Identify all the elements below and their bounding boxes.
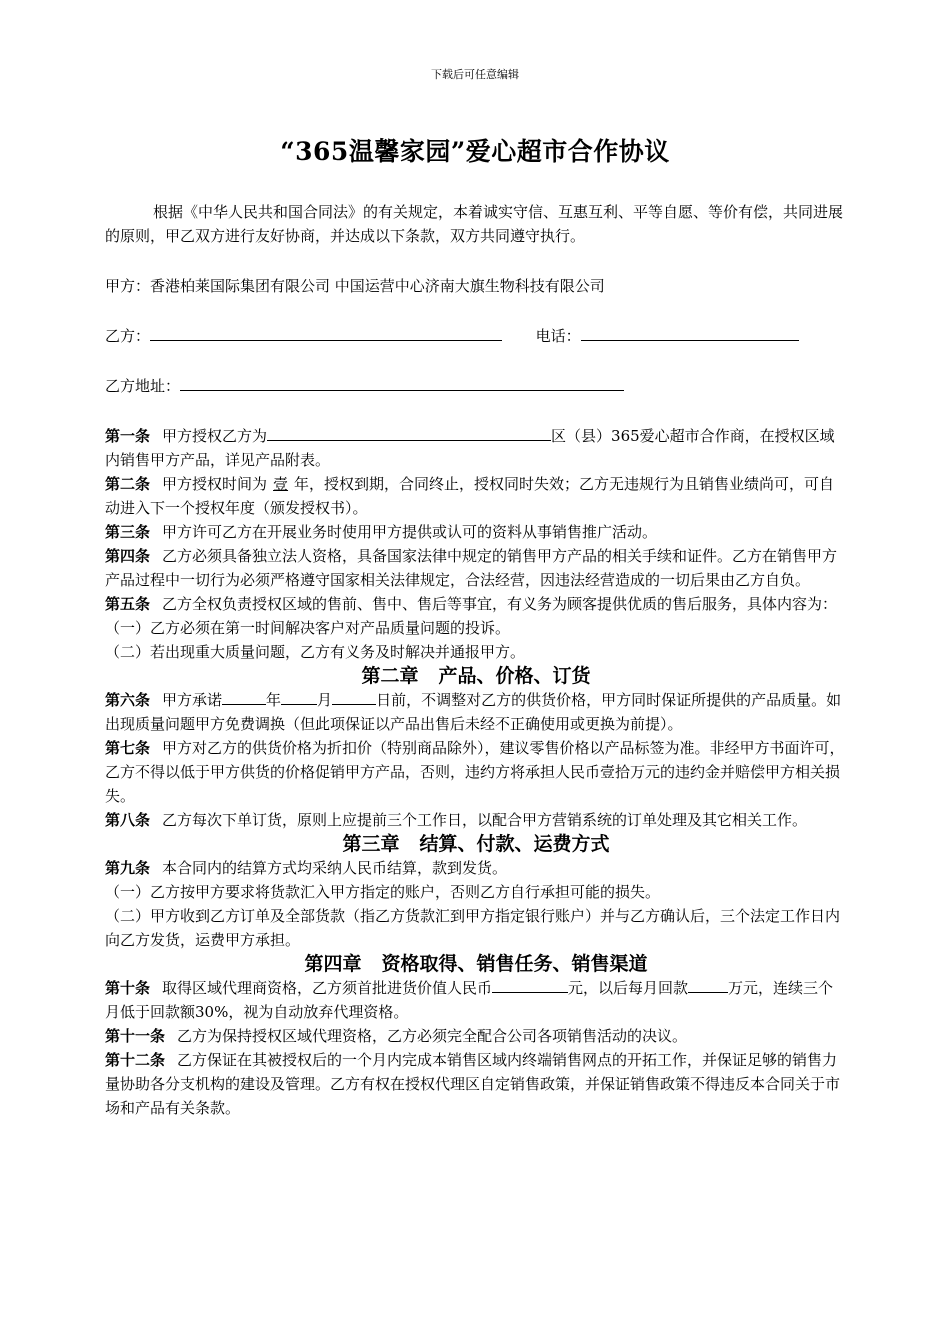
article-label: 第一条 — [105, 427, 151, 445]
article-10 — [105, 976, 847, 1024]
party-a-line — [105, 274, 605, 298]
party-b-label: 乙方： — [105, 327, 151, 345]
article-7 — [105, 736, 847, 808]
chapter-number: 第三章 — [342, 833, 400, 855]
phone-label: 电话： — [535, 327, 581, 345]
article-5-item-2: （二）若出现重大质量问题，乙方有义务及时解决并通报甲方。 — [105, 643, 526, 661]
intro-paragraph: 根据《中华人民共和国合同法》的有关规定，本着诚实守信、互惠互利、平等自愿、等价有偿，共同进展的原则，甲乙双方进行友好协商，并达成以下条款，双方共同遵守执行。 — [105, 203, 844, 245]
article-text: 取得区域代理商资格，乙方须首批进货价值人民币 — [162, 979, 493, 997]
chapter-name: 结算、付款、运费方式 — [419, 833, 610, 855]
article-label: 第五条 — [105, 595, 151, 613]
chapter-2-heading — [105, 664, 847, 688]
article-4 — [105, 544, 847, 592]
contract-body — [105, 424, 847, 1120]
term-years-value[interactable]: 壹 — [273, 475, 289, 493]
article-12 — [105, 1048, 847, 1120]
party-b-address-line — [105, 374, 624, 398]
year-blank[interactable] — [222, 690, 266, 705]
article-text: 月 — [317, 691, 333, 709]
monthly-payment-blank[interactable] — [688, 978, 728, 993]
month-blank[interactable] — [281, 690, 317, 705]
article-label: 第六条 — [105, 691, 151, 709]
article-text: 甲方承诺 — [162, 691, 223, 709]
article-label: 第三条 — [105, 523, 151, 541]
article-2 — [105, 472, 847, 520]
phone-blank[interactable] — [581, 324, 799, 341]
article-label: 第十二条 — [105, 1051, 166, 1069]
district-blank[interactable] — [267, 426, 551, 441]
party-b-blank[interactable] — [150, 324, 502, 341]
header-note: 下载后可任意编辑 — [431, 68, 519, 81]
article-text: 乙方为保持授权区域代理资格，乙方必须完全配合公司各项销售活动的决议。 — [177, 1027, 688, 1045]
party-b-address-label: 乙方地址： — [105, 377, 181, 395]
chapter-3-heading — [105, 832, 847, 856]
article-9-item-1: （一）乙方按甲方要求将货款汇入甲方指定的账户，否则乙方自行承担可能的损失。 — [105, 883, 661, 901]
article-text: 元，以后每月回款 — [568, 979, 689, 997]
article-5-item-1: （一）乙方必须在第一时间解决客户对产品质量问题的投诉。 — [105, 619, 511, 637]
article-text: 甲方授权乙方为 — [162, 427, 268, 445]
party-b-address-blank[interactable] — [180, 374, 624, 391]
chapter-name: 资格取得、销售任务、销售渠道 — [381, 953, 648, 975]
article-label: 第十条 — [105, 979, 151, 997]
document-title: “365温馨家园”爱心超市合作协议 — [280, 137, 670, 166]
article-9 — [105, 856, 847, 880]
chapter-number: 第四章 — [304, 953, 362, 975]
first-order-amount-blank[interactable] — [492, 978, 568, 993]
article-text: 乙方每次下单订货，原则上应提前三个工作日，以配合甲方营销系统的订单处理及其它相关工作。 — [162, 811, 808, 829]
article-label: 第十一条 — [105, 1027, 166, 1045]
article-label: 第二条 — [105, 475, 151, 493]
article-1 — [105, 424, 847, 472]
article-text: 年，授权到期，合同终止，授权同时失效；乙方无违规行为且销售业绩尚可，可自动进入下一个授权年度（颁发授权书）。 — [105, 475, 835, 517]
article-text: 乙方保证在其被授权后的一个月内完成本销售区域内终端销售网点的开拓工作，并保证足够的销售力量协助各分支机构的建设及管理。乙方有权在授权代理区自定销售政策，并保证销售政策不得违反本合同关于市场和产品有关条款。 — [105, 1051, 841, 1117]
article-label: 第四条 — [105, 547, 151, 565]
article-text: 区（县）365爱心超市合作商，在授权区域内销售甲方产品，详见产品附表。 — [105, 427, 835, 469]
day-blank[interactable] — [332, 690, 376, 705]
chapter-number: 第二章 — [361, 665, 419, 687]
article-text: 年 — [266, 691, 282, 709]
article-text: 甲方授权时间为 — [162, 475, 268, 493]
article-text: 甲方对乙方的供货价格为折扣价（特别商品除外），建议零售价格以产品标签为准。非经甲方书面许可，乙方不得以低于甲方供货的价格促销甲方产品，否则，违约方将承担人民币壹拾万元的违约金并赔偿甲方相关损失。 — [105, 739, 845, 805]
article-text: 甲方许可乙方在开展业务时使用甲方提供或认可的资料从事销售推广活动。 — [162, 523, 658, 541]
article-6 — [105, 688, 847, 736]
article-8 — [105, 808, 847, 832]
chapter-4-heading — [105, 952, 847, 976]
article-label: 第九条 — [105, 859, 151, 877]
article-text: 日前，不调整对乙方的供货价格，甲方同时保证所提供的产品质量。如出现质量问题甲方免费调换（但此项保证以产品出售后未经不正确使用或更换为前提）。 — [105, 691, 842, 733]
article-text: 乙方全权负责授权区域的售前、售中、售后等事宜，有义务为顾客提供优质的售后服务，具体内容为： — [162, 595, 838, 613]
article-label: 第七条 — [105, 739, 151, 757]
party-b-line — [105, 324, 799, 348]
article-label: 第八条 — [105, 811, 151, 829]
chapter-name: 产品、价格、订货 — [438, 665, 591, 687]
party-a-label: 甲方： — [105, 277, 151, 295]
article-5 — [105, 592, 847, 616]
article-text: 万元，连续三个月低于回款额30%，视为自动放弃代理资格。 — [105, 979, 834, 1021]
article-9-item-2: （二）甲方收到乙方订单及全部货款（指乙方货款汇到甲方指定银行账户）并与乙方确认后，三个法定工作日内向乙方发货，运费甲方承担。 — [105, 907, 841, 949]
article-text: 本合同内的结算方式均采纳人民币结算，款到发货。 — [162, 859, 508, 877]
article-11 — [105, 1024, 847, 1048]
article-3 — [105, 520, 847, 544]
article-text: 乙方必须具备独立法人资格，具备国家法律中规定的销售甲方产品的相关手续和证件。乙方在销售甲方产品过程中一切行为必须严格遵守国家相关法律规定，合法经营，因违法经营造成的一切后果由乙方自负。 — [105, 547, 838, 589]
party-a-value: 香港柏莱国际集团有限公司 中国运营中心济南大旗生物科技有限公司 — [150, 277, 605, 295]
